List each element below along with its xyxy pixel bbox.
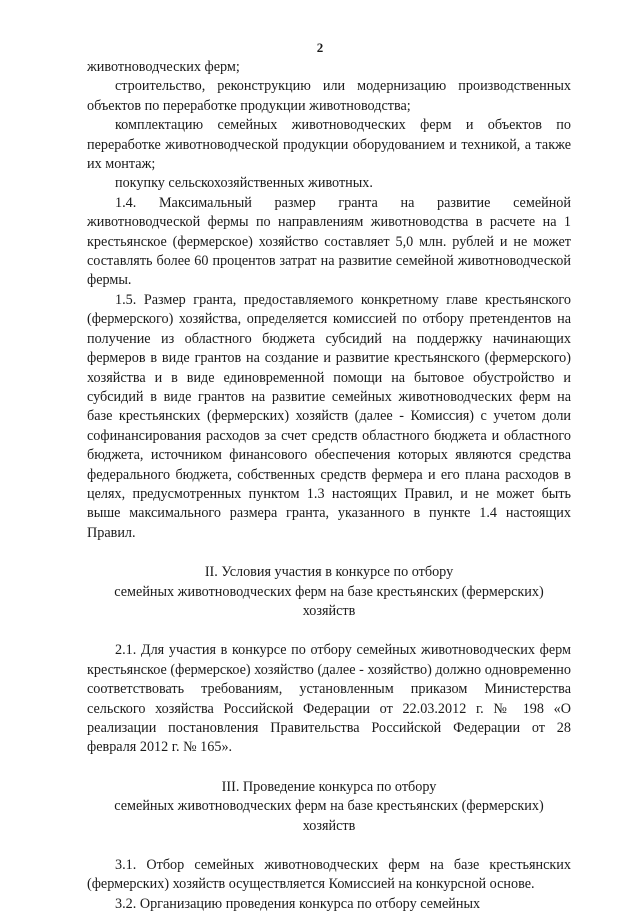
- paragraph: животноводческих ферм;: [87, 59, 240, 75]
- paragraph: 1.5. Размер гранта, предоставляемого конкретному главе крестьянского (фермерского) хозяйства, определяется комиссией по отбору претендентов на получение из областного бюджета субсидий на поддержку начинающих фермеров в виде грантов на создание и развитие крестьянского (фермерского) хозяйства и в виде единовременной помощи на бытовое обустройство и субсидий в виде грантов на развитие семейных животноводческих ферм на базе крестьянских (фермерских) хозяйств (далее - Комиссия) с учетом доли софинансирования расходов за счет средств областного бюджета и областного бюджета, источником финансового обеспечения которых являются средства федерального бюджета, собственных средств фермера и его плана расходов в целях, предусмотренных пунктом 1.3 настоящих Правил, и не может быть выше максимального размера гранта, указанного в пункте 1.4 настоящих Правил.: [87, 291, 571, 541]
- paragraph: 3.1. Отбор семейных животноводческих ферм на базе крестьянских (фермерских) хозяйств осуществляется Комиссией на конкурсной основе.: [87, 857, 571, 893]
- section-heading-line: II. Условия участия в конкурсе по отбору: [204, 564, 454, 581]
- document-body: [87, 58, 571, 914]
- section-gap: [87, 543, 571, 563]
- section-heading-line: семейных животноводческих ферм на базе крестьянских (фермерских): [114, 798, 544, 815]
- section-heading-line: хозяйств: [302, 817, 356, 834]
- paragraph: 3.2. Организацию проведения конкурса по отбору семейных: [115, 895, 481, 912]
- paragraph: покупку сельскохозяйственных животных.: [115, 175, 373, 192]
- paragraph: 2.1. Для участия в конкурсе по отбору семейных животноводческих ферм крестьянское (фермерское) хозяйство (далее - хозяйство) должно одновременно соответствовать требованиям, установленным приказом Министерства сельского хозяйства Российской Федерации от 22.03.2012 г. № 198 «О реализации постановления Правительства Российской Федерации от 28 февраля 2012 г. № 165».: [87, 642, 571, 756]
- paragraph: строительство, реконструкцию или модернизацию производственных объектов по переработке продукции животноводства;: [87, 78, 571, 114]
- section-gap: [87, 621, 571, 641]
- section-gap: [87, 836, 571, 856]
- section-heading-line: III. Проведение конкурса по отбору: [221, 778, 437, 795]
- page-number: 2: [316, 40, 324, 55]
- section-heading-line: семейных животноводческих ферм на базе крестьянских (фермерских): [114, 583, 544, 600]
- paragraph: 1.4. Максимальный размер гранта на развитие семейной животноводческой фермы по направлениям животноводства в расчете на 1 крестьянское (фермерское) хозяйство составляет 5,0 млн. рублей и не может составлять более 60 процентов затрат на развитие семейной животноводческой фермы.: [87, 194, 571, 289]
- section-heading-line: хозяйств: [302, 602, 356, 619]
- section-gap: [87, 758, 571, 778]
- paragraph: комплектацию семейных животноводческих ферм и объектов по переработке животноводческой продукции оборудованием и техникой, а также их монтаж;: [87, 117, 571, 173]
